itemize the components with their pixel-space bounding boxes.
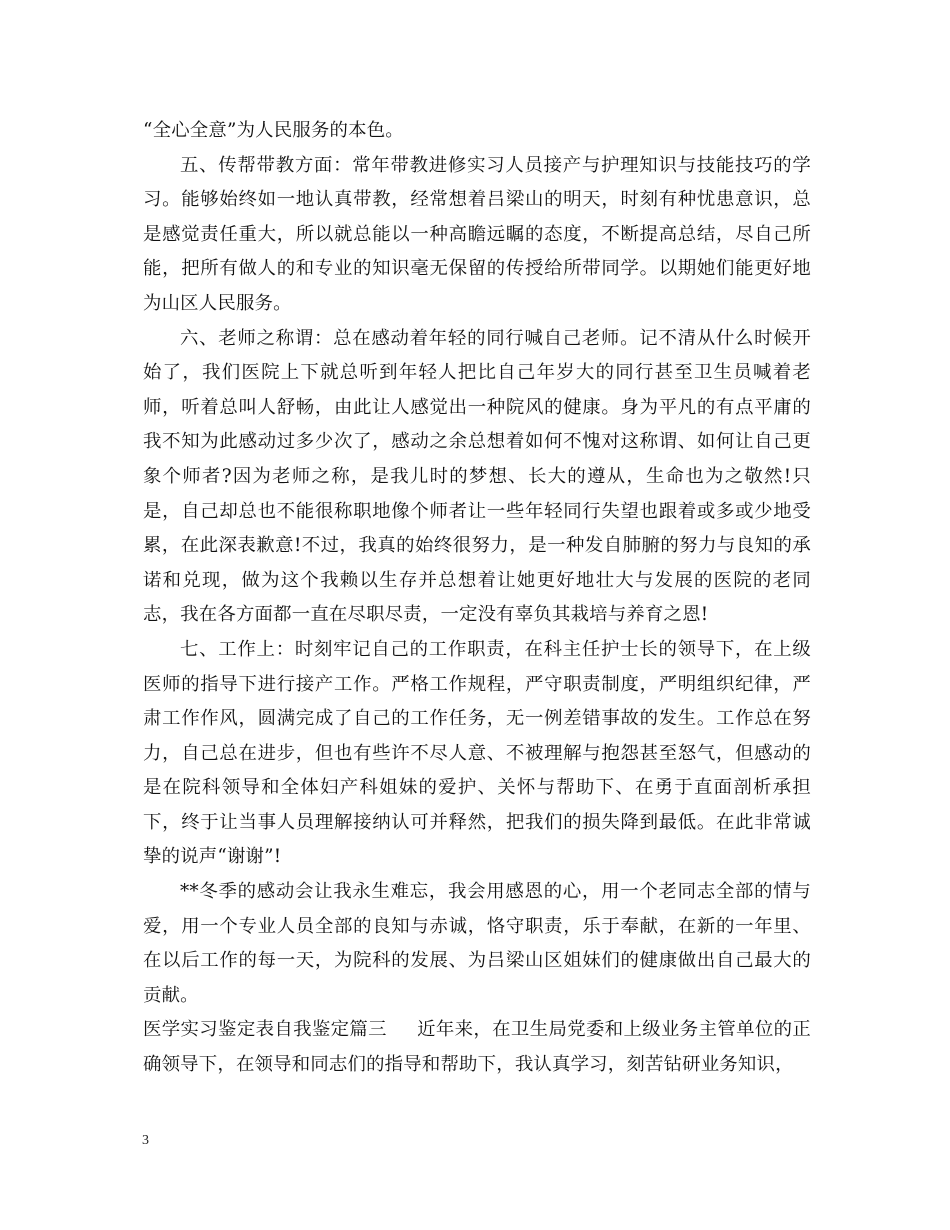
paragraph-work: 七、工作上：时刻牢记自己的工作职责，在科主任护士长的领导下，在上级医师的指导下进行接产工作。严格工作规程，严守职责制度，严明组织纪律，严肃工作作风，圆满完成了自己的工作任务，无一例差错事故的发生。工作总在努力，自己总在进步，但也有些许不尽人意、不被理解与抱怨甚至怒气，但感动的是在院科领导和全体妇产科姐妹的爱护、关怀与帮助下、在勇于直面剖析承担下，终于让当事人员理解接纳认可并释然，把我们的损失降到最低。在此非常诚挚的说声“谢谢”! xyxy=(143,638,811,868)
page-number: 3 xyxy=(142,1133,149,1148)
document-body xyxy=(143,114,811,1083)
section-three-paragraph xyxy=(143,1013,811,1082)
paragraph-gratitude: **冬季的感动会让我永生难忘，我会用感恩的心，用一个老同志全部的情与爱，用一个专业人员全部的良知与赤诚，恪守职责，乐于奉献，在新的一年里、在以后工作的每一天，为院科的发展、为吕梁山区姐妹们的健康做出自己最大的贡献。 xyxy=(143,881,811,1006)
paragraph-teacher-title: 六、老师之称谓：总在感动着年轻的同行喊自己老师。记不清从什么时候开始了，我们医院上下就总听到年轻人把比自己年岁大的同行甚至卫生员喊着老师，听着总叫人舒畅，由此让人感觉出一种院风的健康。身为平凡的有点平庸的我不知为此感动过多少次了，感动之余总想着如何不愧对这称谓、如何让自己更象个师者?因为老师之称，是我儿时的梦想、长大的遵从，生命也为之敬然!只是，自己却总也不能很称职地像个师者让一些年轻同行失望也跟着或多或少地受累，在此深表歉意!不过，我真的始终很努力，是一种发自肺腑的努力与良知的承诺和兑现，做为这个我赖以生存并总想着让她更好地壮大与发展的医院的老同志，我在各方面都一直在尽职尽责，一定没有辜负其栽培与养育之恩! xyxy=(143,327,811,626)
section-body: 近年来，在卫生局党委和上级业务主管单位的正确领导下，在领导和同志们的指导和帮助下，我认真学习，刻苦钻研业务知识， xyxy=(143,1019,811,1076)
section-title: 医学实习鉴定表自我鉴定篇三 xyxy=(143,1019,387,1041)
paragraph-teaching: 五、传帮带教方面：常年带教进修实习人员接产与护理知识与技能技巧的学习。能够始终如一地认真带教，经常想着吕梁山的明天，时刻有种忧患意识，总是感觉责任重大，所以就总能以一种高瞻远瞩的态度，不断提高总结，尽自己所能，把所有做人的和专业的知识毫无保留的传授给所带同学。以期她们能更好地为山区人民服务。 xyxy=(143,154,811,314)
paragraph-continuation: “全心全意”为人民服务的本色。 xyxy=(143,120,404,141)
